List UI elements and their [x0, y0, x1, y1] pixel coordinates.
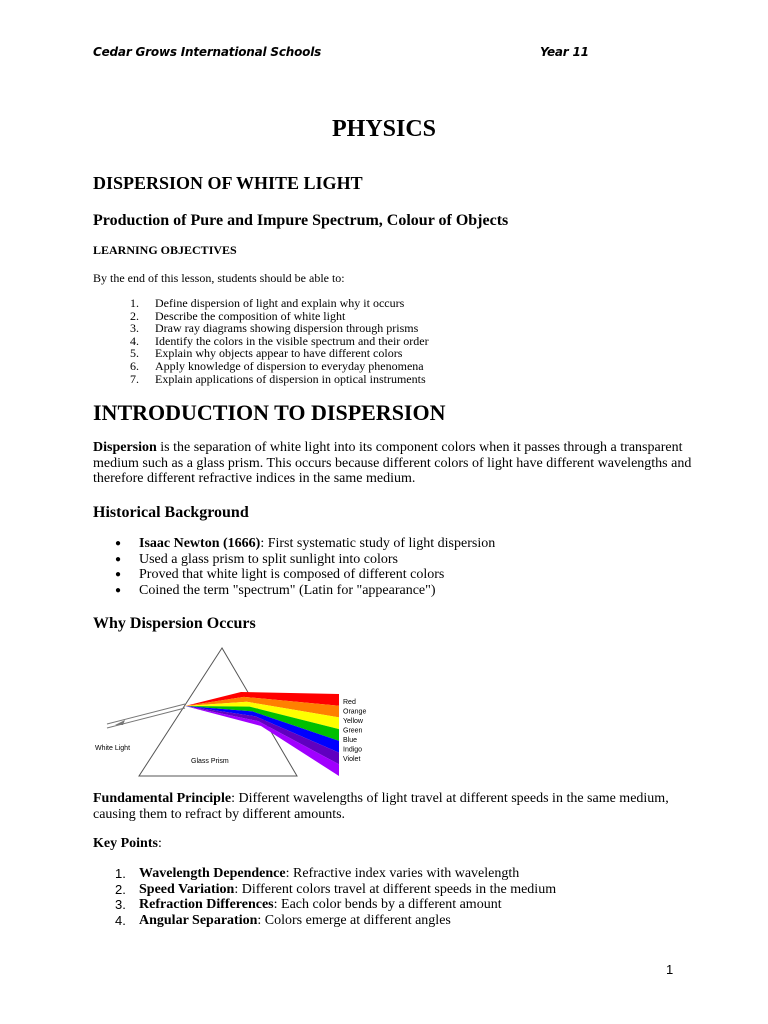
dispersion-term: Dispersion	[93, 440, 157, 455]
glass-prism-label: Glass Prism	[191, 758, 229, 765]
list-item: 3. Draw ray diagrams showing dispersion through prisms	[130, 321, 419, 336]
list-item: ● Used a glass prism to split sunlight into colors	[115, 551, 398, 567]
list-item: 5. Explain why objects appear to have different colors	[130, 346, 403, 361]
list-item: 7. Explain applications of dispersion in optical instruments	[130, 371, 426, 386]
history-list	[93, 536, 495, 598]
year-label: Year 11	[540, 45, 589, 59]
why-heading: Why Dispersion Occurs	[93, 615, 256, 632]
list-item: ● Coined the term "spectrum" (Latin for "appearance")	[115, 582, 436, 598]
list-item: 4. Angular Separation: Colors emerge at different angles	[115, 912, 451, 928]
color-label-green: Green	[343, 727, 363, 735]
list-item: 1. Wavelength Dependence: Refractive index varies with wavelength	[115, 866, 520, 881]
white-light-ray	[107, 704, 185, 724]
list-item: ● Proved that white light is composed of different colors	[115, 567, 445, 582]
principle-text: : Different wavelengths of light travel at different speeds in the same medium, causing them to refract by different amounts.	[93, 791, 669, 822]
objectives-intro: By the end of this lesson, students should be able to:	[93, 271, 345, 285]
color-label-blue: Blue	[343, 737, 358, 744]
color-label-yellow: Yellow	[343, 718, 363, 725]
key-points-heading: Key Points:	[93, 836, 162, 851]
list-item: 1. Define dispersion of light and explain why it occurs	[130, 296, 405, 310]
principle-paragraph	[93, 791, 693, 822]
page-title: PHYSICS	[331, 116, 437, 142]
color-labels	[343, 699, 366, 763]
list-item: 3. Refraction Differences: Each color bends by a different amount	[115, 897, 502, 912]
color-label-violet: Violet	[343, 756, 361, 763]
topic-heading: DISPERSION OF WHITE LIGHT	[93, 173, 363, 193]
intro-paragraph	[93, 440, 693, 487]
list-item: ● Isaac Newton (1666): First systematic study of light dispersion	[115, 536, 496, 551]
color-label-red: Red	[343, 699, 356, 706]
history-heading: Historical Background	[93, 504, 249, 521]
key-points-list	[93, 866, 556, 928]
white-light-label: White Light	[95, 745, 131, 752]
list-item: 2. Speed Variation: Different colors travel at different speeds in the medium	[115, 881, 557, 897]
color-label-orange: Orange	[343, 708, 367, 716]
school-name: Cedar Grows International Schools	[93, 45, 322, 59]
list-item: 6. Apply knowledge of dispersion to everyday phenomena	[130, 358, 424, 373]
objectives-heading: LEARNING OBJECTIVES	[93, 243, 237, 257]
objectives-list	[93, 297, 429, 385]
intro-text: is the separation of white light into its component colors when it passes through a transparent medium such as a glass prism. This occurs because different colors of light have different wavelengths and therefore different refractive indices in the same medium.	[93, 440, 692, 486]
page-number: 1	[666, 962, 674, 977]
list-item: 4. Identify the colors in the visible spectrum and their order	[130, 333, 429, 348]
subtopic-heading: Production of Pure and Impure Spectrum, Colour of Objects	[93, 212, 509, 229]
prism-diagram	[93, 646, 373, 778]
principle-term: Fundamental Principle	[93, 791, 232, 806]
list-item: 2. Describe the composition of white light	[130, 308, 346, 323]
color-label-indigo: Indigo	[343, 746, 363, 754]
intro-heading: INTRODUCTION TO DISPERSION	[93, 400, 446, 425]
